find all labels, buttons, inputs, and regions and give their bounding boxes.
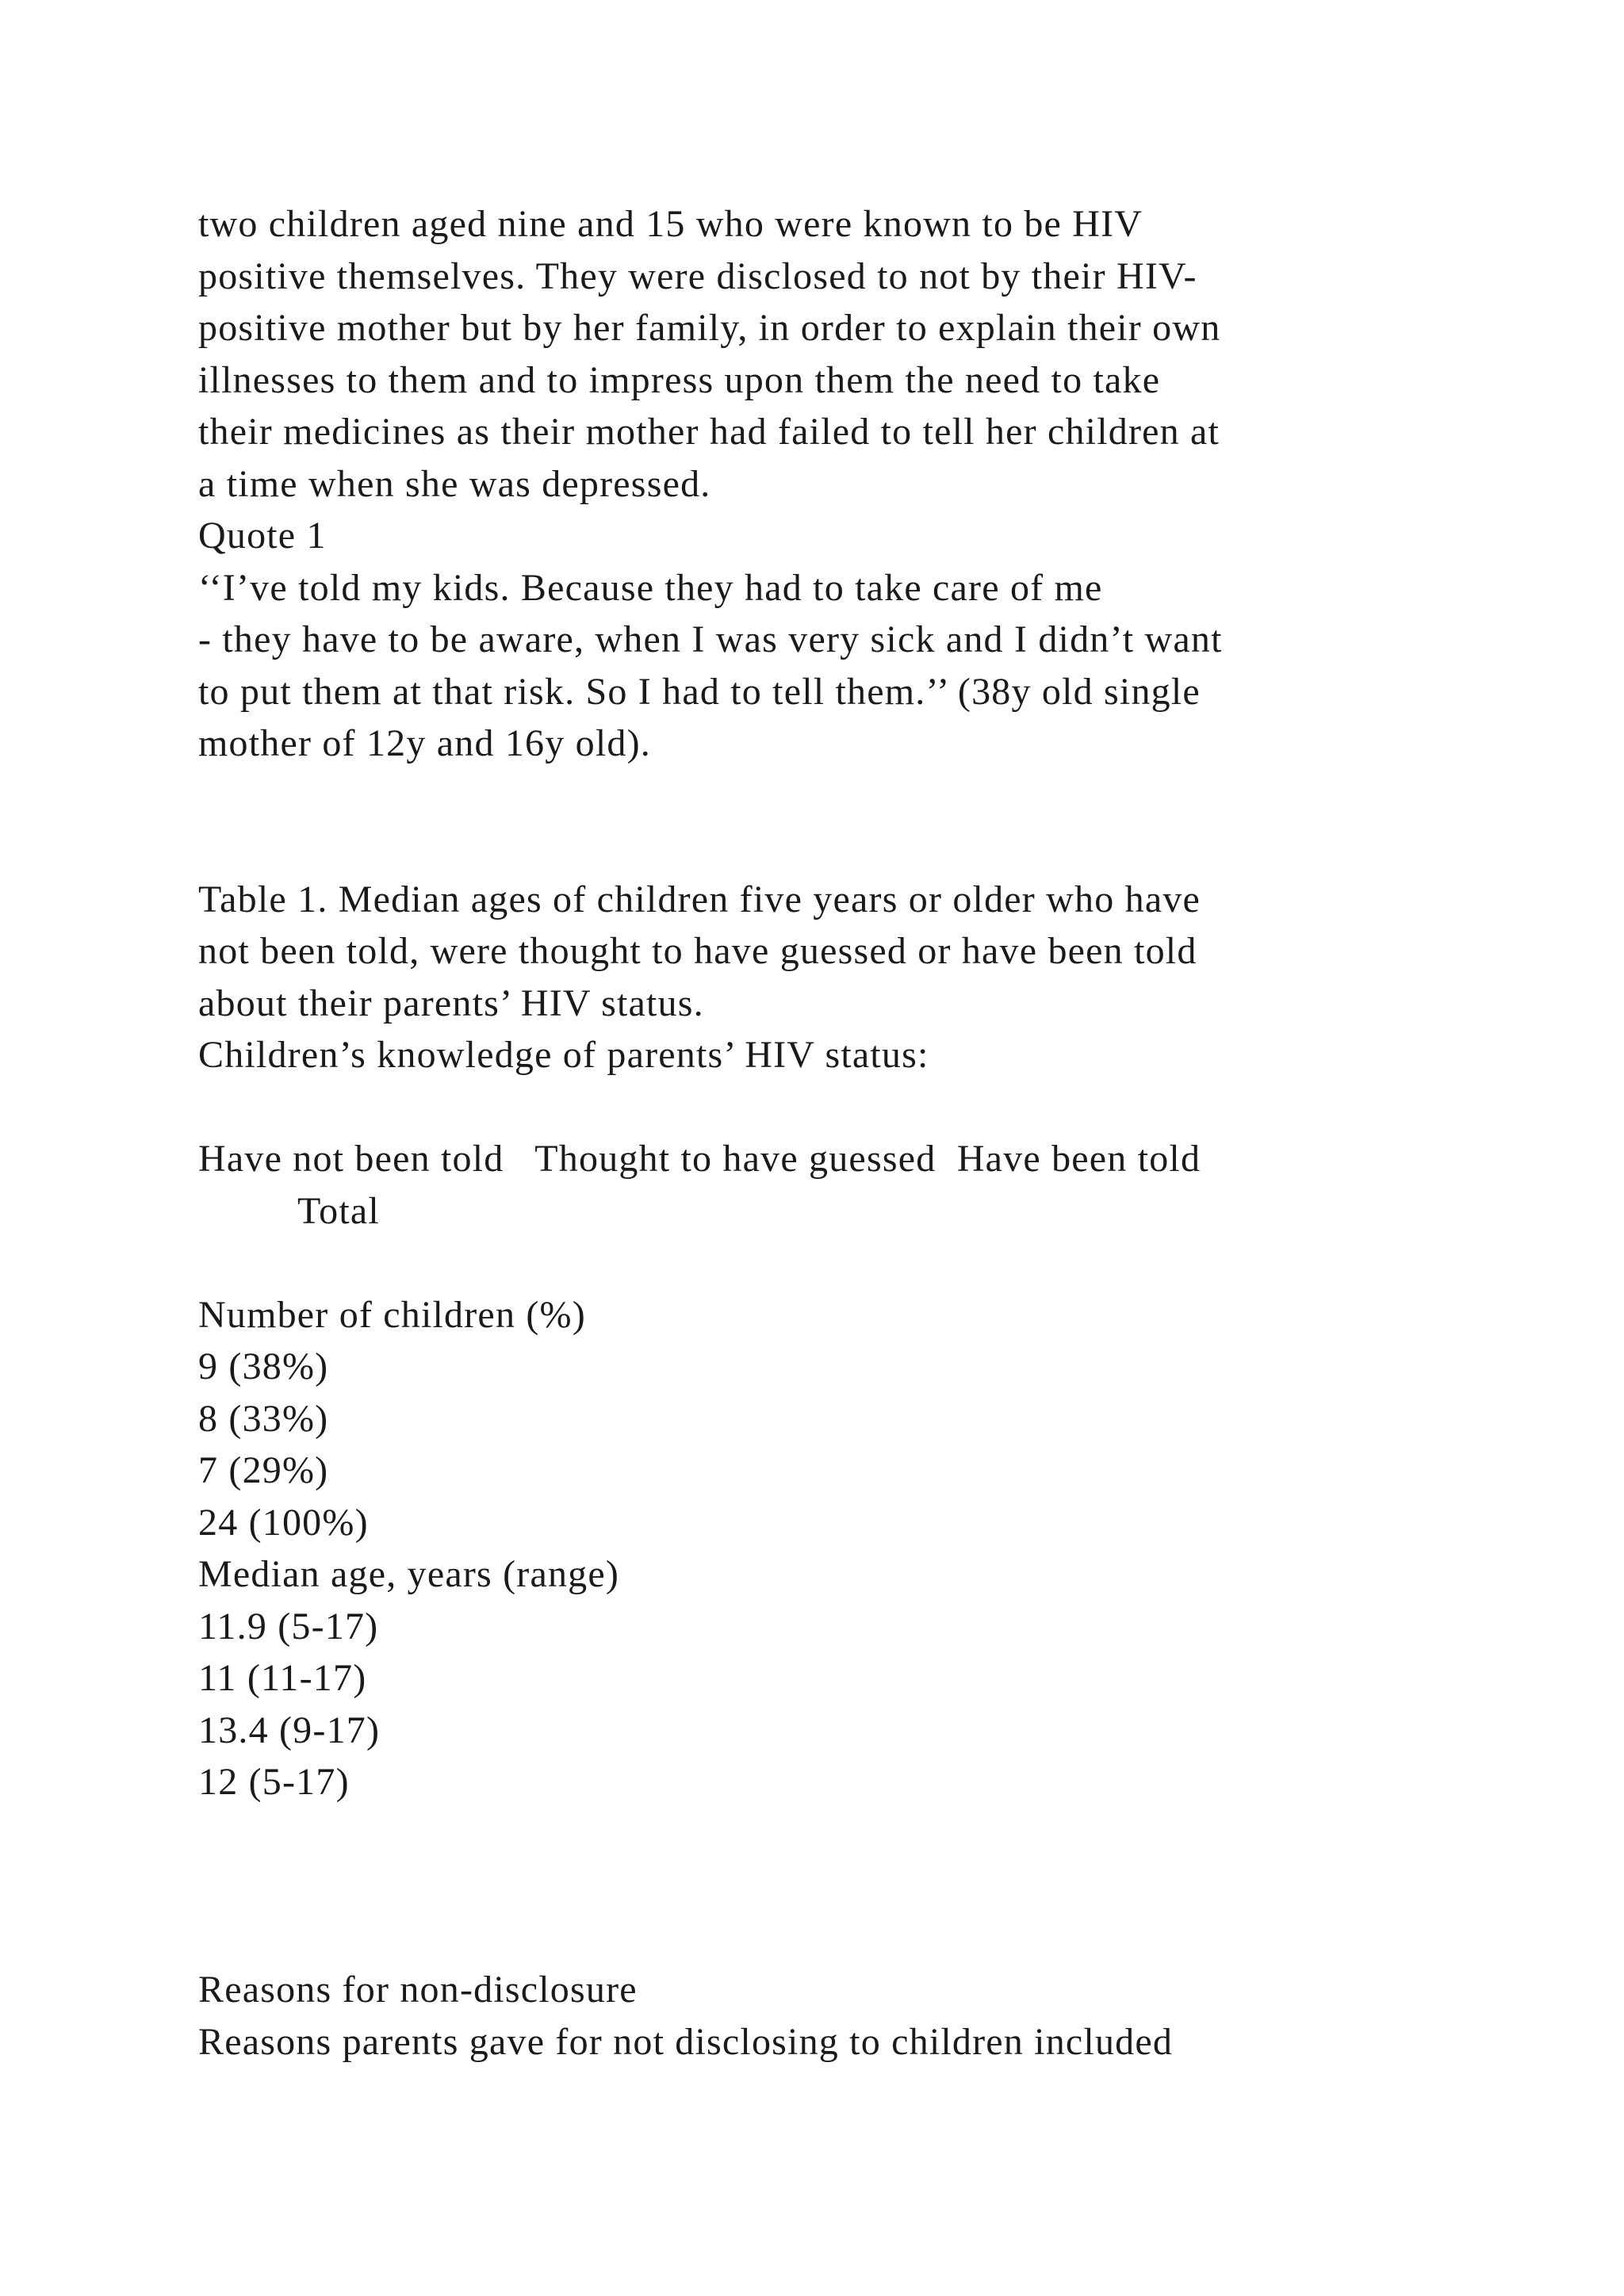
table-subheading: Children’s knowledge of parents’ HIV status: (198, 1034, 929, 1076)
quote-line: - they have to be aware, when I was very sick and I didn’t want (198, 618, 1223, 660)
table-caption-line: Table 1. Median ages of children five years or older who have (198, 878, 1201, 920)
spacer (198, 1081, 1435, 1134)
table-cell: 9 (38%) (198, 1345, 329, 1387)
column-header-guessed: Thought to have guessed (534, 1138, 936, 1180)
paragraph-line: positive mother but by her family, in order to explain their own (198, 307, 1221, 349)
table-cell: 11 (11-17) (198, 1657, 367, 1699)
quote-line: mother of 12y and 16y old). (198, 722, 651, 764)
paragraph-line: positive themselves. They were disclosed to not by their HIV- (198, 254, 1197, 297)
spacer (198, 821, 1435, 874)
table-header-row (198, 1133, 1435, 1185)
table-caption-line: not been told, were thought to have guessed or have been told (198, 930, 1197, 972)
quote-heading: Quote 1 (198, 515, 327, 557)
column-header-told: Have been told (956, 1138, 1201, 1180)
spacer (198, 1860, 1435, 1912)
section-first-line: Reasons parents gave for not disclosing to children included (198, 2020, 1174, 2063)
table-cell: 8 (33%) (198, 1397, 329, 1440)
spacer (198, 1808, 1435, 1861)
body-paragraph (198, 198, 1435, 510)
paragraph-line: a time when she was depressed. (198, 462, 711, 505)
table-block (198, 874, 1435, 1808)
table-cell: 11.9 (5-17) (198, 1605, 379, 1647)
table-cell: 24 (100%) (198, 1501, 369, 1544)
section-heading: Reasons for non-disclosure (198, 1969, 638, 2011)
table-cell: 7 (29%) (198, 1449, 329, 1491)
spacer (198, 1237, 1435, 1289)
spacer (198, 1912, 1435, 1965)
paragraph-line: illnesses to them and to impress upon them the need to take (198, 358, 1161, 401)
column-header-total: Total (297, 1189, 380, 1232)
document-page (198, 198, 1435, 2068)
quote-line: ‘‘I’ve told my kids. Because they had to take care of me (198, 566, 1103, 609)
row-label-number: Number of children (%) (198, 1293, 586, 1336)
column-header-not-told: Have not been told (198, 1138, 504, 1180)
section-block (198, 1964, 1435, 2068)
paragraph-line: two children aged nine and 15 who were known to be HIV (198, 203, 1143, 245)
table-cell: 12 (5-17) (198, 1761, 350, 1803)
table-caption-line: about their parents’ HIV status. (198, 982, 704, 1024)
quote-block (198, 510, 1435, 770)
row-label-median-age: Median age, years (range) (198, 1553, 620, 1595)
paragraph-line: their medicines as their mother had failed to tell her children at (198, 411, 1220, 453)
table-cell: 13.4 (9-17) (198, 1709, 381, 1751)
quote-line: to put them at that risk. So I had to tell them.’’ (38y old single (198, 670, 1201, 713)
spacer (198, 770, 1435, 822)
